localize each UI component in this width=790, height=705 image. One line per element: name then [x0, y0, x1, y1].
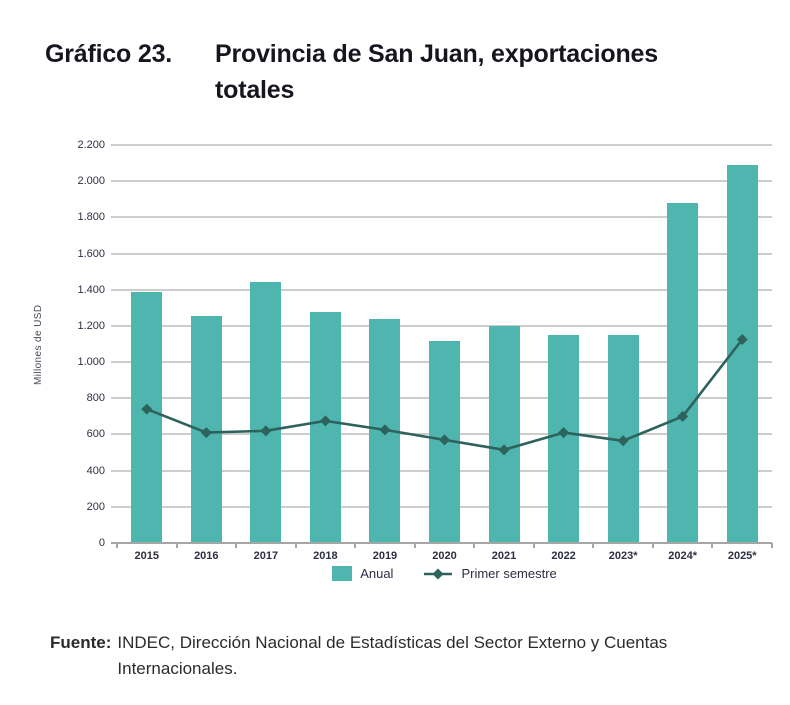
- y-tick-label: 600: [86, 428, 105, 441]
- y-tick-label: 1.200: [77, 319, 105, 332]
- y-axis-title: Millones de USD: [33, 304, 44, 386]
- x-tick-label: 2018: [313, 550, 338, 562]
- source-label: Fuente:: [50, 633, 112, 652]
- x-tick-label: 2015: [134, 550, 159, 562]
- y-tick-label: 400: [86, 464, 105, 477]
- legend-item-anual: [332, 566, 393, 581]
- diamond-line-marker-icon: [423, 567, 453, 581]
- anual-color-swatch: [332, 566, 352, 581]
- source-note: [50, 630, 757, 682]
- y-tick-label: 2.000: [77, 175, 105, 188]
- chart-title-text: [215, 36, 658, 108]
- y-tick-label: 1.400: [77, 283, 105, 296]
- primer-semestre-marker-2020: [439, 434, 450, 445]
- x-tick-label: 2023*: [608, 550, 638, 562]
- line-series-primer-semestre: [117, 145, 772, 543]
- primer-semestre-marker-2016: [201, 427, 212, 438]
- chart-title-line1: Provincia de San Juan, exportaciones: [215, 40, 658, 68]
- primer-semestre-marker-2015: [141, 404, 152, 415]
- x-tick-label: 2016: [194, 550, 219, 562]
- x-tick-label: 2017: [253, 550, 279, 562]
- y-tick-label: 0: [98, 537, 105, 549]
- y-tick-label: 800: [86, 392, 105, 405]
- legend-primer-semestre-label: Primer semestre: [461, 566, 557, 581]
- primer-semestre-marker-2021: [499, 444, 510, 455]
- chart-title-line2: totales: [215, 76, 295, 104]
- y-tick-label: 200: [86, 500, 105, 513]
- x-tick-label: 2021: [491, 550, 517, 562]
- primer-semestre-marker-2023*: [618, 435, 629, 446]
- y-tick-label: 2.200: [77, 139, 105, 151]
- x-tick-label: 2025*: [727, 550, 757, 562]
- legend-anual-label: Anual: [360, 566, 394, 581]
- primer-semestre-marker-2017: [260, 425, 271, 436]
- y-tick-label: 1.800: [77, 211, 105, 224]
- chart-title: [45, 36, 658, 108]
- x-tick-label: 2022: [551, 550, 576, 562]
- x-tick-label: 2024*: [668, 550, 698, 562]
- chart-legend: [117, 566, 772, 581]
- y-tick-label: 1.600: [77, 247, 105, 260]
- x-tick-label: 2019: [372, 550, 398, 562]
- x-tick-label: 2020: [432, 550, 457, 562]
- source-text: INDEC, Dirección Nacional de Estadísticas del Sector Externo y Cuentas Internacionales.: [117, 633, 668, 678]
- legend-item-primer-semestre: [423, 566, 556, 581]
- primer-semestre-marker-2019: [379, 424, 390, 435]
- primer-semestre-marker-2018: [320, 415, 331, 426]
- y-tick-label: 1.000: [77, 356, 105, 369]
- chart-title-number: Gráfico 23.: [45, 40, 173, 68]
- primer-semestre-marker-2022: [558, 427, 569, 438]
